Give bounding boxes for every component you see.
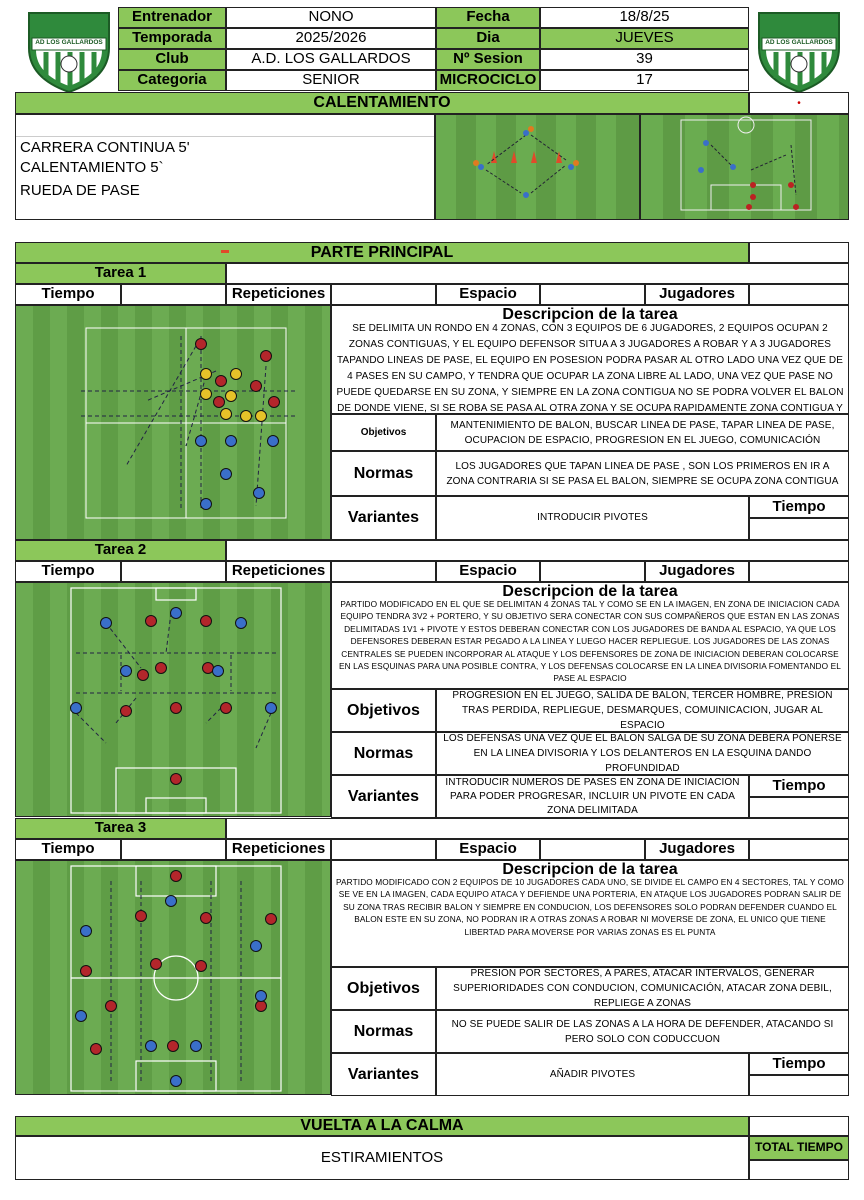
header-label: Club (118, 49, 226, 70)
warmup-item: RUEDA DE PASE (20, 182, 140, 199)
task-descripcion: SE DELIMITA UN RONDO EN 4 ZONAS, CON 3 EQUIPOS DE 6 JUGADORES, 2 EQUIPOS OCUPAN 2 ZONAS CONTIGUAS, Y EL EQUIPO DEFENSOR SITUA A 3 JUGADORES A ROBAR Y A 3 JUGADORES TAPANDO LINEAS DE PASE, EL EQUIPO EN POSESION PODRA PASAR AL OTRO LADO UNA VEZ QUE DE 4 PASES EN SU CAMPO, Y TENDRA QUE OCUPAR LA ZONA LIBRE AL LADO, UNA VEZ QUE PASE NO PUEDE QUEDARSE EN SU ZONA, Y SIEMPRE EN LA ZONA CONTIGUA NO SE PODRA VOLVER EL BALON DE DONDE VIENE, SI SE ROBA SE PASA AL OTRA ZONA Y SE OCUPA RAPIDAMENTE ZONA CONTIGUA Y (331, 321, 849, 414)
task-repeticiones-value[interactable] (331, 284, 436, 305)
task-normas-label: Normas (331, 732, 436, 775)
task-title-blank (226, 263, 849, 284)
task-objetivos: MANTENIMIENTO DE BALON, BUSCAR LINEA DE PASE, TAPAR LINEA DE PASE, OCUPACION DE ESPACIO, PROGRESION EN EL JUEGO, COMUNICACIÓN (436, 414, 849, 451)
task-tiempo-box-label: Tiempo (749, 496, 849, 518)
warmup-diagram-passing (640, 114, 849, 220)
task-normas: NO SE PUEDE SALIR DE LAS ZONAS A LA HORA DE DEFENDER, ATACANDO SI PERO SOLO CON CODUCCUON (436, 1010, 849, 1053)
task-variantes-label: Variantes (331, 496, 436, 540)
task-tiempo-label: Tiempo (15, 284, 121, 305)
header-value[interactable]: 2025/2026 (226, 28, 436, 49)
header-label: Temporada (118, 28, 226, 49)
task-jugadores-label: Jugadores (645, 839, 749, 860)
warmup-item: CARRERA CONTINUA 5' (20, 139, 190, 156)
task-diagram (15, 860, 331, 1095)
header-value[interactable]: SENIOR (226, 70, 436, 91)
cooldown-title: VUELTA A LA CALMA (15, 1116, 749, 1136)
task-tiempo-box-label: Tiempo (749, 775, 849, 797)
warmup-list (15, 114, 435, 220)
task-tiempo-box-value[interactable] (749, 518, 849, 540)
task-repeticiones-label: Repeticiones (226, 561, 331, 582)
header-value[interactable]: JUEVES (540, 28, 749, 49)
task-tiempo-value[interactable] (121, 839, 226, 860)
task-title: Tarea 2 (15, 540, 226, 561)
task-tiempo-box-label: Tiempo (749, 1053, 849, 1075)
task-objetivos-label: Objetivos (331, 414, 436, 451)
task-tiempo-value[interactable] (121, 284, 226, 305)
task-tiempo-value[interactable] (121, 561, 226, 582)
task-espacio-label: Espacio (436, 839, 540, 860)
header-label: Entrenador (118, 7, 226, 28)
header-value[interactable]: NONO (226, 7, 436, 28)
main-title-marker (221, 250, 229, 253)
warmup-diagram-rondo (435, 114, 640, 220)
task-espacio-label: Espacio (436, 561, 540, 582)
warmup-item: CALENTAMIENTO 5` (20, 159, 164, 176)
task-normas: LOS JUGADORES QUE TAPAN LINEA DE PASE , SON LOS PRIMEROS EN IR A ZONA CONTRARIA SI SE PASA EL BALON, SIEMPRE SE OCUPA ZONA CONTIGUA (436, 451, 849, 496)
task-descripcion: PARTIDO MODIFICADO CON 2 EQUIPOS DE 10 JUGADORES CADA UNO, SE DIVIDE EL CAMPO EN 4 SECTORES, TAL Y COMO SE VE EN LA IMAGEN, CADA EQUIPO ATACA Y DEFIENDE UNA PORTERIA, EN ATAQUE LOS JUGADORES PODRAN SALIR DE SU ZONA TRAS RECIBIR BALON Y SIEMPRE EN CONDUCION, LOS DEFENSORES SOLO PODRAN DEFENDER CUANDO EL BALON ESTE EN SU ZONA, NO PODRAN IR A OTRAS ZONAS A ROBAR NI MOVERSE DE ZONA, EL UNICO QUE TIENE LIBERTAD PARA MOVERSE POR VARIAS ZONAS ES EL PUNTA (331, 876, 849, 967)
task-title-blank (226, 818, 849, 839)
club-logo-left (24, 8, 114, 94)
header-label: Dia (436, 28, 540, 49)
header-value[interactable]: 17 (540, 70, 749, 91)
task-variantes-label: Variantes (331, 775, 436, 818)
total-time-value[interactable] (749, 1160, 849, 1180)
task-tiempo-box-value[interactable] (749, 797, 849, 819)
task-repeticiones-value[interactable] (331, 839, 436, 860)
task-jugadores-label: Jugadores (645, 561, 749, 582)
task-descripcion-label: Descripcion de la tarea (331, 860, 849, 878)
task-objetivos-label: Objetivos (331, 967, 436, 1010)
task-normas-label: Normas (331, 451, 436, 496)
warmup-marker-box: • (749, 92, 849, 114)
main-title: PARTE PRINCIPAL (15, 242, 749, 263)
task-repeticiones-label: Repeticiones (226, 839, 331, 860)
task-objetivos: PRESION POR SECTORES, A PARES, ATACAR INTERVALOS, GENERAR SUPERIORIDADES CON CONDUCION, COMUNICACIÓN, ATACAR ZONA DEBIL, REPLIEGE A ZONAS (436, 967, 849, 1010)
task-tiempo-label: Tiempo (15, 561, 121, 582)
task-espacio-value[interactable] (540, 561, 645, 582)
header-value[interactable]: 18/8/25 (540, 7, 749, 28)
task-jugadores-value[interactable] (749, 284, 849, 305)
main-title-box (749, 242, 849, 263)
cooldown-content: ESTIRAMIENTOS (15, 1136, 749, 1180)
task-variantes: AÑADIR PIVOTES (436, 1053, 749, 1096)
header-label: Fecha (436, 7, 540, 28)
club-badge-text: AD LOS GALLARDOS (765, 39, 833, 46)
task-normas-label: Normas (331, 1010, 436, 1053)
task-diagram (15, 305, 331, 540)
task-espacio-label: Espacio (436, 284, 540, 305)
task-variantes-label: Variantes (331, 1053, 436, 1096)
task-repeticiones-value[interactable] (331, 561, 436, 582)
task-repeticiones-label: Repeticiones (226, 284, 331, 305)
task-jugadores-value[interactable] (749, 561, 849, 582)
task-espacio-value[interactable] (540, 839, 645, 860)
header-label: MICROCICLO (436, 70, 540, 91)
task-espacio-value[interactable] (540, 284, 645, 305)
task-objetivos: PROGRESION EN EL JUEGO, SALIDA DE BALON, TERCER HOMBRE, PRESION TRAS PERDIDA, REPLIEGUE, DESMARQUES, COMUINICACION, JUGAR AL ESPACIO (436, 689, 849, 732)
task-variantes: INTRODUCIR NUMEROS DE PASES EN ZONA DE INICIACION PARA PODER PROGRESAR, INCLUIR UN PIVOTE EN CADA ZONA DELIMITADA (436, 775, 749, 818)
header-label: Categoria (118, 70, 226, 91)
header-value[interactable]: A.D. LOS GALLARDOS (226, 49, 436, 70)
task-jugadores-label: Jugadores (645, 284, 749, 305)
header-label: Nº Sesion (436, 49, 540, 70)
task-tiempo-label: Tiempo (15, 839, 121, 860)
task-title: Tarea 1 (15, 263, 226, 284)
task-normas: LOS DEFENSAS UNA VEZ QUE EL BALON SALGA DE SU ZONA DEBERA PONERSE EN LA LINEA DIVISORIA Y LOS DELANTEROS EN LA ESQUINA DANDO PROFUNDIDAD (436, 732, 849, 775)
total-time-label: TOTAL TIEMPO (749, 1136, 849, 1160)
task-title: Tarea 3 (15, 818, 226, 839)
task-descripcion-label: Descripcion de la tarea (331, 582, 849, 600)
task-title-blank (226, 540, 849, 561)
task-descripcion-label: Descripcion de la tarea (331, 305, 849, 323)
task-objetivos-label: Objetivos (331, 689, 436, 732)
task-descripcion: PARTIDO MODIFICADO EN EL QUE SE DELIMITAN 4 ZONAS TAL Y COMO SE EN LA IMAGEN, EN ZONA DE INICIACION CADA EQUIPO TENDRA 3V2 + PORTERO, Y SU OBJETIVO SERA CONECTAR CON SUS COMPAÑEROS QUE ESTAN EN LAS ZONAS DELIMITADAS 1V1 + PIVOTE Y ESTOS DEBERAN CONECTAR CON LOS JUGADORES DE BANDA AL ESPACIO, YA QUE LOS DEFENSORES DEBERAN ESTAR PEGADO A LA LINEA Y LUEGO HACER REPLIEGUE. LOS JUGADORES DE LAS ZONAS CENTRALES SE PUEDEN INCORPORAR AL ATAQUE Y LOS DEFENSORES DE ZONA DE INICIACION DEBERAN COLOCARSE EN LAS ESQUINAS PARA UNA POSIBLE CONTRA, Y LOS DEFENSAS COLOCARSE EN LA LINEA DIVISORIA FOMENTANDO EL PASE AL ESPACIO (331, 598, 849, 689)
task-variantes: INTRODUCIR PIVOTES (436, 496, 749, 540)
cooldown-title-box (749, 1116, 849, 1136)
warmup-title: CALENTAMIENTO (15, 92, 749, 114)
club-logo-right (754, 8, 844, 94)
task-diagram (15, 582, 331, 817)
task-jugadores-value[interactable] (749, 839, 849, 860)
club-badge-text: AD LOS GALLARDOS (35, 39, 103, 46)
header-value[interactable]: 39 (540, 49, 749, 70)
task-tiempo-box-value[interactable] (749, 1075, 849, 1097)
